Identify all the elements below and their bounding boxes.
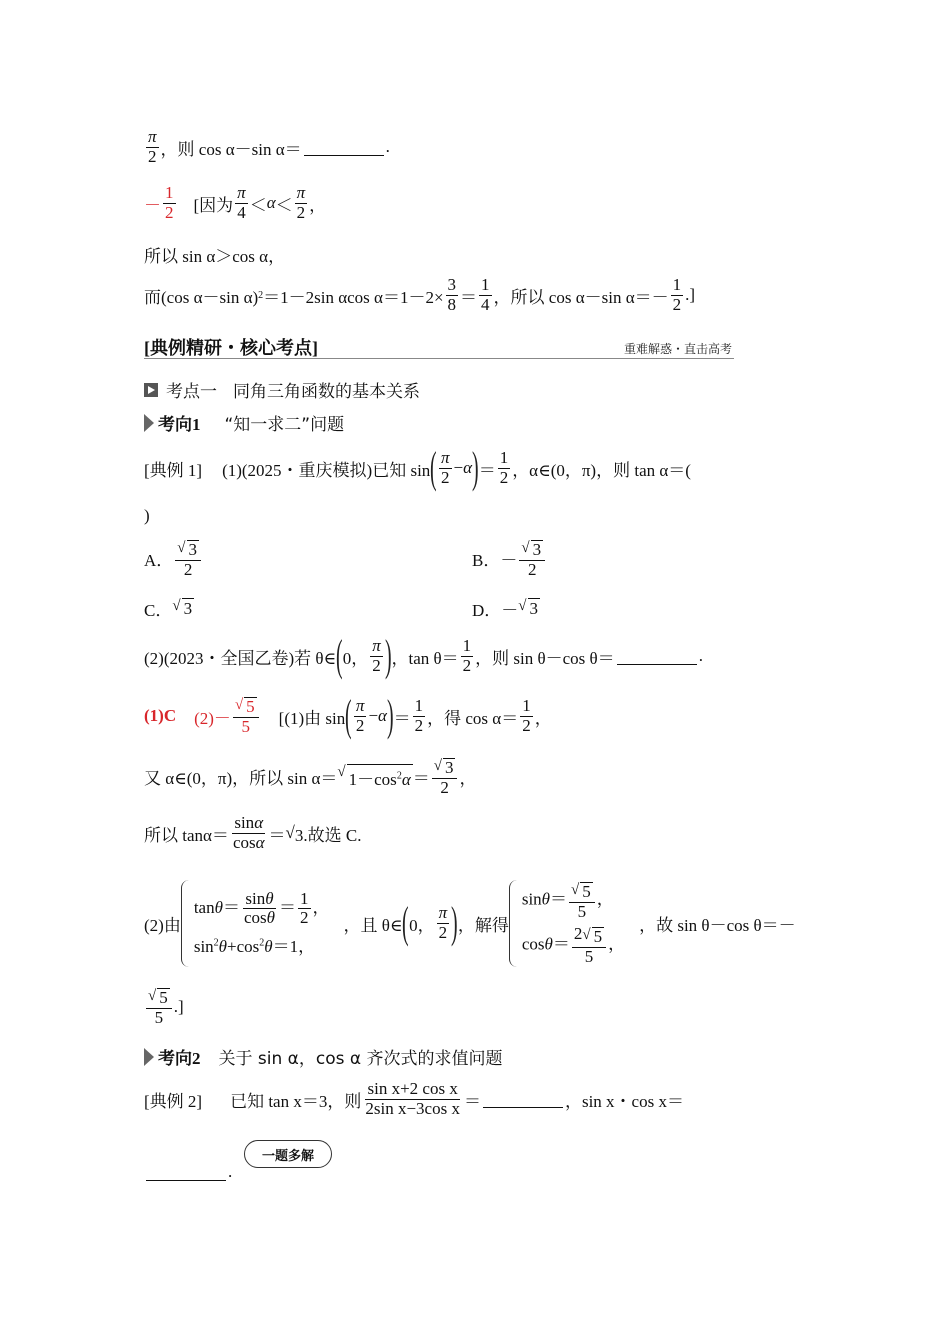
solution3-text-a: 所以 tanα＝ (144, 825, 229, 845)
example1-part2-tan: ，tan θ＝ (391, 648, 459, 668)
example2-text-b: ，sin x・cos x＝ (564, 1091, 684, 1111)
solution4-text-d: ，故 sin θ－cos θ＝－ (639, 915, 796, 935)
one-half: $\frac{1}{2}$ (462, 635, 472, 675)
equation-system: tanθ＝ $\frac{\sin\theta}{\cos\theta}$ ＝ $\frac{1}{2}$ ， $\sin^2\theta+\cos^2\theta=1$， (193, 888, 330, 957)
kaodian-label: 考点一 (166, 382, 217, 402)
answer-blank (146, 1164, 226, 1181)
example2-text-a: 已知 tan x＝3，则 (230, 1091, 362, 1111)
multi-solution-stamp: 一题多解 (244, 1140, 332, 1168)
solution4-text-a: (2)由 (144, 915, 181, 935)
option-b-label: B．－ (472, 551, 518, 571)
left-brace (181, 880, 190, 967)
example1-condition: ，α∈ (512, 460, 551, 480)
option-a[interactable] (144, 538, 203, 579)
option-b[interactable] (472, 538, 547, 579)
one-half: $\frac{1}{2}$ (414, 695, 424, 735)
example1-interval: (0，π) (550, 460, 597, 480)
left-brace (509, 880, 518, 967)
pi-over-2: $\frac{\pi}{2}$ (440, 447, 450, 487)
example2-answer-blank-line: . (144, 1162, 232, 1182)
result-system: sinθ＝ √ 5 5 ， cosθ＝ 2 √ 5 5 ， (521, 882, 626, 967)
option-c[interactable] (144, 596, 194, 621)
example2-eq: ＝ (463, 1091, 481, 1111)
answer-blank (617, 648, 697, 665)
one-half: $\frac{1}{2}$ (499, 447, 509, 487)
example1-part1-source: (1)(2025・重庆模拟)已知 sin (222, 460, 431, 480)
kaoxiang1-title: “知一求二”问题 (224, 415, 345, 435)
example2-tag: [典例 2] (144, 1091, 203, 1111)
pi-over-2: $\frac{\pi}{2}$ (372, 635, 381, 675)
example1-part2: (2)(2023・全国乙卷)若 θ∈ ( 0， $\frac{\pi}{2}$ ) ，tan θ＝ $\frac{1}{2}$ ，则 sin θ－cos θ＝ . (144, 631, 703, 680)
sqrt3-over-2: √ 3 2 (432, 756, 458, 797)
solution2-text-a: 又 α∈(0，π)，所以 sin α＝ (144, 769, 338, 789)
solution5-line (144, 986, 184, 1027)
answer-2-value: √ 5 5 (233, 695, 259, 736)
kaoxiang1-label: 考向1 (158, 415, 201, 434)
solution4-line: (2)由 tanθ＝ $\frac{\sin\theta}{\cos\theta}$ ＝ $\frac{1}{2}$ ， $\sin^2\theta+\cos^2\theta=1$， ，且 θ∈ ( 0， $\frac{\pi}{2}$ ) ，解得 sinθ＝ √ 5 5 ， cosθ＝ 2 √ 5 5 ， ，故 sin θ－cos θ＝－ (144, 882, 796, 967)
option-c-label: C． (144, 601, 173, 620)
example1-part1: [典例 1] (1)(2025・重庆模拟)已知 sin ( $\frac{\pi}{2}$ − α ) ＝ $\frac{1}{2}$ ，α∈ (0，π) ，则 tan α＝( (144, 443, 691, 492)
option-b-value: √ 3 2 (519, 538, 545, 579)
solution4-text-b: ，且 θ∈ (343, 915, 403, 935)
section-header (144, 334, 734, 359)
option-d-value: √ 3 (518, 598, 539, 618)
inequality-line: 所以 sin α＞cos α， (144, 247, 286, 266)
sin-over-cos: $\frac{\sin\alpha}{\cos\alpha}$ (232, 813, 265, 852)
solution1-line: (1)C (2)－ √ 5 5 [(1)由 sin ( $\frac{\pi}{2}$ − α ) ＝ $\frac{1}{2}$ ，得 cos α＝ $\frac{1}{2}$ ， (144, 691, 552, 740)
example1-close-paren: ) (144, 506, 150, 525)
solution-end: .] (173, 996, 184, 1016)
square-expansion-line: 而(cos α－sin α) 2 ＝1－2sin αcos α＝1－2× $\frac{3}{8}$ ＝ $\frac{1}{4}$ ，所以 cos α－sin α＝－ $\frac{1}{2}$ .] (144, 275, 696, 314)
option-a-label: A． (144, 551, 174, 571)
answer-fraction: $\frac{1}{2}$ (165, 183, 174, 222)
pi-over-4: $\frac{\pi}{4}$ (237, 183, 246, 222)
expansion-part-b: ＝1－2sin αcos α＝1－2× (263, 287, 444, 307)
kaoxiang2-label: 考向2 (158, 1049, 201, 1068)
one-half: $\frac{1}{2}$ (522, 695, 531, 735)
kaodian-heading (144, 377, 420, 402)
solution3-line: 所以 tanα＝ $\frac{\sin\alpha}{\cos\alpha}$ ＝ √ 3.故选 C. (144, 813, 362, 852)
play-box-icon (144, 383, 158, 397)
sqrt-inner: 1－cos (348, 769, 397, 789)
example1-part2-question: ，则 sin θ－cos θ＝ (475, 648, 615, 668)
solution4-text-c: ，解得 (457, 915, 509, 935)
kaoxiang2-title: 关于 sin α，cos α 齐次式的求值问题 (218, 1049, 503, 1069)
example2-numerator: sin x+2 cos x (367, 1079, 458, 1098)
solution2-line: 又 α∈(0，π)，所以 sin α＝ √ $1-\cos^2\alpha$ ＝ √ 3 2 ， (144, 758, 477, 797)
expansion-part-a: 而(cos α－sin α) (144, 287, 259, 307)
one-quarter: $\frac{1}{4}$ (481, 275, 490, 314)
option-d-label: D．－ (472, 601, 519, 620)
option-c-value: √ 3 (172, 598, 193, 618)
example2-denominator: 2sin x−3cos x (365, 1098, 460, 1118)
triangle-marker-icon (144, 1048, 154, 1066)
problem-tail-text: ，则 cos α－sin α＝ (160, 139, 302, 159)
example1-part2-source: (2)(2023・全国乙卷)若 θ∈ (144, 648, 337, 668)
solution3-eq: ＝ (268, 825, 286, 845)
kaoxiang1-heading (144, 410, 344, 435)
pi-over-2: $\frac{\pi}{2}$ (296, 183, 306, 222)
answer-sign: － (144, 195, 161, 215)
section-subtitle: 重难解惑・直击高考 (623, 342, 732, 356)
sqrt5-over-5: √ 5 5 (146, 986, 172, 1027)
triangle-marker-icon (144, 414, 154, 432)
answer-2-sign: (2)－ (194, 708, 231, 728)
option-a-value: √ 3 2 (175, 538, 201, 579)
example1-question: ，则 tan α＝( (596, 460, 691, 480)
option-d[interactable] (472, 596, 540, 621)
one-half: $\frac{1}{2}$ (672, 275, 682, 314)
pi-over-2-fraction: $\frac{\pi}{2}$ (148, 127, 157, 166)
example2-line (144, 1080, 684, 1118)
answer-1: (1)C (144, 706, 177, 725)
sqrt-expression: √ $1-\cos^2\alpha$ (337, 763, 411, 789)
answer-blank (304, 139, 384, 156)
expansion-part-d: .] (685, 285, 696, 305)
answer-line: － $\frac{1}{2}$ [因为 $\frac{\pi}{4}$ ＜ α ＜ $\frac{\pi}{2}$ ， (144, 183, 327, 222)
solution1-text-a: [(1)由 sin (278, 708, 346, 728)
pi-over-2: $\frac{\pi}{2}$ (355, 695, 365, 735)
kaoxiang2-heading (144, 1044, 503, 1069)
kaodian-title: 同角三角函数的基本关系 (233, 382, 420, 402)
reason-text: [因为 (193, 195, 234, 215)
example1-tag: [典例 1] (144, 460, 203, 480)
example2-fraction (363, 1080, 462, 1118)
three-eighths: $\frac{3}{8}$ (447, 275, 457, 314)
pi-over-2: $\frac{\pi}{2}$ (438, 903, 448, 942)
expansion-part-c: ，所以 cos α－sin α＝－ (493, 287, 669, 307)
section-title: [典例精研・核心考点] (144, 338, 318, 358)
problem-tail-line: $\frac{\pi}{2}$ ，则 cos α－sin α＝ . (148, 127, 390, 166)
solution1-text-b: ，得 cos α＝ (427, 708, 519, 728)
solution3-text-c: 3.故选 C. (294, 825, 362, 845)
answer-blank (483, 1091, 563, 1108)
